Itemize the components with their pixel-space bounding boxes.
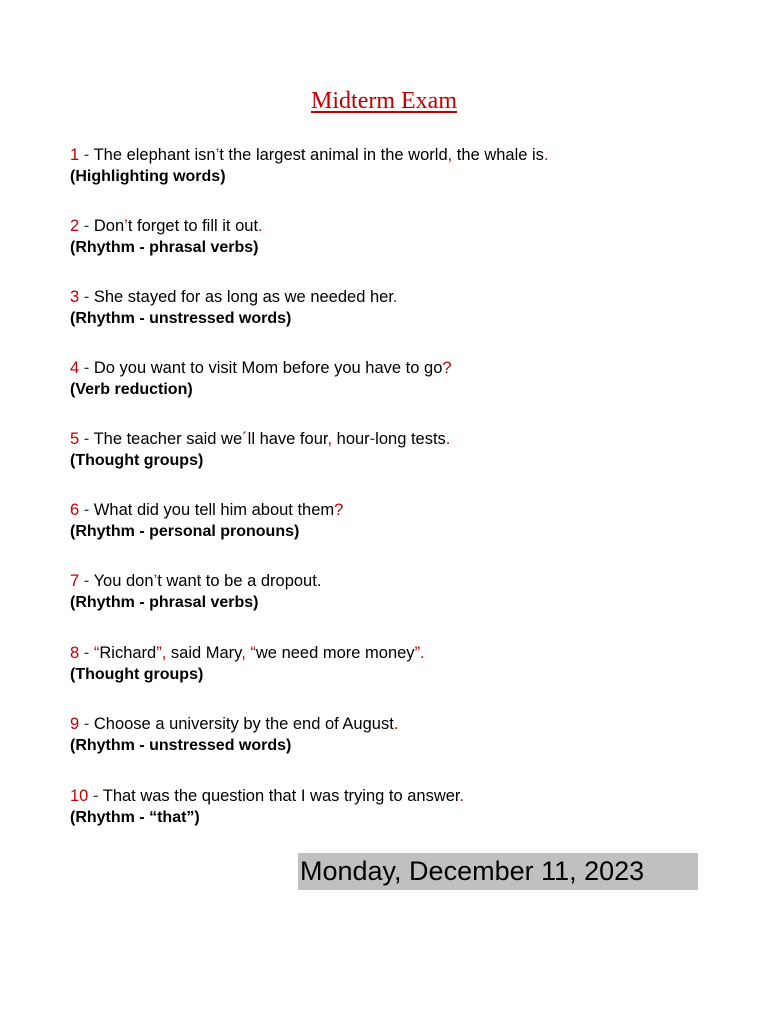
punctuation-mark: . <box>543 146 549 164</box>
punctuation-mark: . <box>393 715 399 733</box>
question-topic: (Rhythm - unstressed words) <box>70 737 292 754</box>
question-number: 2 <box>70 217 80 235</box>
question-item <box>70 428 730 472</box>
question-number: 1 <box>70 146 80 164</box>
punctuation-mark: ”. <box>414 644 425 662</box>
sentence-text: The elephant isn <box>93 146 216 164</box>
punctuation-mark: “ <box>250 644 256 662</box>
question-topic: (Thought groups) <box>70 452 204 469</box>
question-number: 6 <box>70 501 80 519</box>
sentence-text: Richard <box>99 644 157 662</box>
question-topic: (Rhythm - “that”) <box>70 809 200 826</box>
question-separator: - <box>88 787 103 805</box>
question-sentence <box>70 570 730 592</box>
sentence-text: the whale is <box>452 146 544 164</box>
question-number: 5 <box>70 430 80 448</box>
punctuation-mark: ? <box>334 501 344 519</box>
question-item <box>70 215 730 259</box>
punctuation-mark: ’ <box>153 572 158 590</box>
question-topic: (Verb reduction) <box>70 381 193 398</box>
sentence-text: said Mary <box>166 644 242 662</box>
punctuation-mark: ’ <box>215 146 220 164</box>
question-separator: - <box>79 288 94 306</box>
question-item <box>70 357 730 401</box>
sentence-text: That was the question that I was trying to answer <box>102 787 460 805</box>
question-topic: (Highlighting words) <box>70 168 226 185</box>
sentence-text: Choose a university by the end of August <box>93 715 394 733</box>
question-sentence <box>70 785 730 807</box>
question-separator: - <box>79 217 94 235</box>
punctuation-mark: . <box>392 288 398 306</box>
question-sentence <box>70 713 730 735</box>
question-number: 3 <box>70 288 80 306</box>
sentence-text: long tests <box>375 430 446 448</box>
question-item <box>70 642 730 686</box>
sentence-text: The teacher said we <box>93 430 243 448</box>
question-separator: - <box>79 430 94 448</box>
sentence-text: t forget to fill it out <box>127 217 259 235</box>
question-topic: (Rhythm - phrasal verbs) <box>70 239 259 256</box>
question-sentence <box>70 642 730 664</box>
sentence-text: Don <box>93 217 125 235</box>
page-title: Midterm Exam <box>311 88 457 114</box>
question-topic: (Thought groups) <box>70 666 204 683</box>
question-topic: (Rhythm - unstressed words) <box>70 310 292 327</box>
punctuation-mark: . <box>258 217 263 235</box>
sentence-text: She stayed for as long as we needed her <box>93 288 393 306</box>
sentence-text: What did you tell him about them <box>93 501 335 519</box>
question-item <box>70 785 730 829</box>
question-topic: (Rhythm - phrasal verbs) <box>70 594 259 611</box>
question-number: 4 <box>70 359 80 377</box>
question-number: 9 <box>70 715 80 733</box>
punctuation-mark: . <box>445 430 451 448</box>
question-separator: - <box>79 715 94 733</box>
question-sentence <box>70 286 730 308</box>
sentence-text: ll have four <box>247 430 328 448</box>
question-item <box>70 499 730 543</box>
question-separator: - <box>79 359 94 377</box>
question-item <box>70 570 730 614</box>
question-topic: (Rhythm - personal pronouns) <box>70 523 300 540</box>
question-item <box>70 713 730 757</box>
question-number: 8 <box>70 644 80 662</box>
question-number: 7 <box>70 572 80 590</box>
sentence-text: t want to be a dropout. <box>157 572 322 590</box>
sentence-text: You don <box>93 572 154 590</box>
question-number: 10 <box>70 787 89 805</box>
question-sentence <box>70 357 730 379</box>
punctuation-mark: , <box>447 146 453 164</box>
sentence-text: t the largest animal in the world <box>219 146 448 164</box>
question-item <box>70 144 730 188</box>
sentence-text: we need more money <box>255 644 415 662</box>
punctuation-mark: ”, <box>156 644 167 662</box>
question-sentence <box>70 499 730 521</box>
question-separator: - <box>79 644 94 662</box>
exam-date: Monday, December 11, 2023 <box>298 853 698 890</box>
punctuation-mark: ´ <box>242 430 248 448</box>
question-separator: - <box>79 501 94 519</box>
question-separator: - <box>79 572 94 590</box>
punctuation-mark: “ <box>93 644 100 662</box>
question-sentence <box>70 215 730 237</box>
sentence-text: hour <box>332 430 370 448</box>
punctuation-mark: , <box>241 644 246 662</box>
punctuation-mark: , <box>327 430 333 448</box>
question-sentence <box>70 144 730 166</box>
question-separator: - <box>79 146 94 164</box>
sentence-text: Do you want to visit Mom before you have to go <box>93 359 443 377</box>
punctuation-mark: ’ <box>124 217 128 235</box>
question-item <box>70 286 730 330</box>
punctuation-mark: ? <box>442 359 452 377</box>
question-sentence <box>70 428 730 450</box>
punctuation-mark: - <box>369 430 376 448</box>
punctuation-mark: . <box>459 787 465 805</box>
